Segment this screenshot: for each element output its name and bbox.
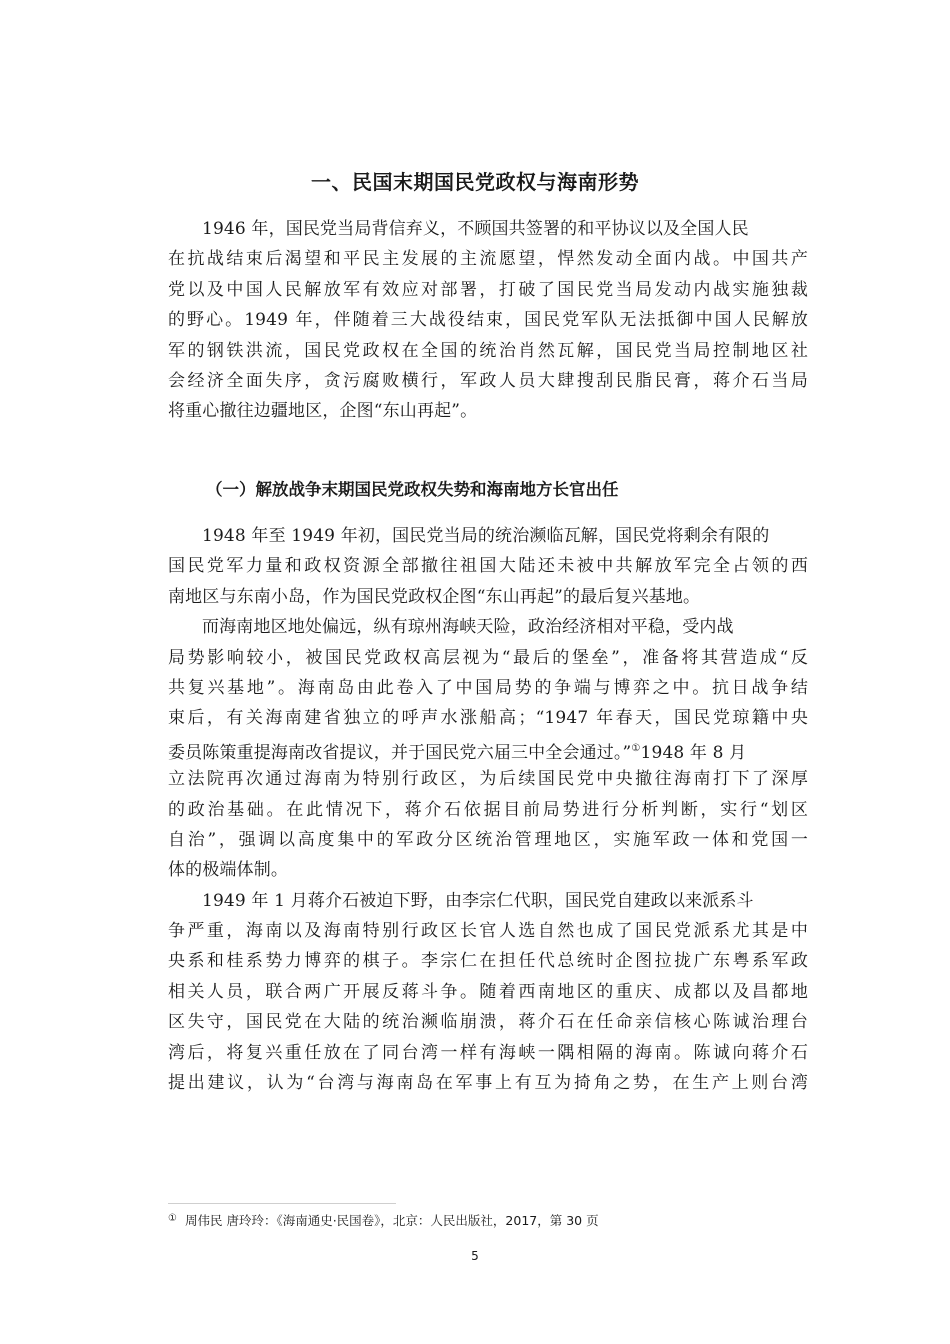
text-line: 共复兴基地”。海南岛由此卷入了中国局势的争端与博弈之中。抗日战争结 (168, 677, 808, 698)
footnote-text: 周伟民 唐玲玲：《海南通史·民国卷》，北京：人民出版社，2017，第 30 页 (184, 1213, 599, 1228)
section-body (168, 521, 808, 1098)
page-number: 5 (471, 1249, 479, 1263)
text-line: 将重心撤往边疆地区，企图“东山再起”。 (168, 401, 478, 422)
text-line-with-footnote (168, 734, 808, 764)
text-continuation: 1948 年 8 月 (640, 742, 747, 763)
text-line: 束后，有关海南建省独立的呼声水涨船高；“1947 年春天，国民党琼籍中央 (168, 708, 808, 729)
text-line: 区失守，国民党在大陆的统治濒临崩溃，蒋介石在任命亲信核心陈诚治理台 (168, 1012, 808, 1033)
footnote-reference[interactable]: ① (631, 742, 641, 754)
text-line: 争严重，海南以及海南特别行政区长官人选自然也成了国民党派系尤其是中 (168, 921, 808, 942)
text-line: 会经济全面失序，贪污腐败横行，军政人员大肆搜刮民脂民膏，蒋介石当局 (168, 370, 808, 391)
text-line: 自治”，强调以高度集中的军政分区统治管理地区，实施军政一体和党国一 (168, 829, 808, 850)
text-line: 1948 年至 1949 年初，国民党当局的统治濒临瓦解，国民党将剩余有限的 (202, 526, 770, 546)
text-line: 国民党军力量和政权资源全部撤往祖国大陆还未被中共解放军完全占领的西 (168, 556, 808, 577)
text-line: 1946 年，国民党当局背信弃义，不顾国共签署的和平协议以及全国人民 (202, 219, 749, 239)
text-line: 立法院再次通过海南为特别行政区，为后续国民党中央撤往海南打下了深厚 (168, 769, 808, 790)
text-line: 党以及中国人民解放军有效应对部署，打破了国民党当局发动内战实施独裁 (168, 279, 808, 300)
text-line: 相关人员，联合两广开展反蒋斗争。随着西南地区的重庆、成都以及昌都地 (168, 981, 808, 1002)
text-line: 局势影响较小，被国民党政权高层视为“最后的堡垒”，准备将其营造成“反 (168, 647, 808, 668)
text-line: 提出建议，认为“台湾与海南岛在军事上有互为掎角之势，在生产上则台湾 (168, 1073, 808, 1094)
text-line: 央系和桂系势力博弈的棋子。李宗仁在担任代总统时企图拉拢广东粤系军政 (168, 951, 808, 972)
text-line: 体的极端体制。 (168, 860, 289, 881)
text-line: 的野心。1949 年，伴随着三大战役结束，国民党军队无法抵御中国人民解放 (168, 310, 808, 331)
text-line: 1949 年 1 月蒋介石被迫下野，由李宗仁代职，国民党自建政以来派系斗 (202, 890, 754, 911)
footnote-separator (168, 1203, 396, 1204)
text-line: 军的钢铁洪流，国民党政权在全国的统治肖然瓦解，国民党当局控制地区社 (168, 340, 808, 361)
chapter-heading: 一、民国末期国民党政权与海南形势 (311, 170, 639, 194)
intro-paragraph (168, 214, 808, 427)
section-subheading: （一）解放战争末期国民党政权失势和海南地方长官出任 (206, 480, 619, 499)
text-line: 南地区与东南小岛，作为国民党政权企图“东山再起”的最后复兴基地。 (168, 586, 701, 607)
text-line: 而海南地区地处偏远，纵有琼州海峡天险，政治经济相对平稳，受内战 (202, 617, 734, 638)
footnote-mark: ① (168, 1213, 177, 1224)
text-line: 在抗战结束后渴望和平民主发展的主流愿望，悍然发动全面内战。中国共产 (168, 249, 808, 270)
quote-text: 委员陈策重提海南改省提议，并于国民党六届三中全会通过。” (168, 742, 632, 763)
text-line: 湾后，将复兴重任放在了同台湾一样有海峡一隅相隔的海南。陈诚向蒋介石 (168, 1042, 808, 1063)
text-line: 的政治基础。在此情况下，蒋介石依据目前局势进行分析判断，实行“划区 (168, 799, 808, 820)
footnote (168, 1211, 599, 1229)
